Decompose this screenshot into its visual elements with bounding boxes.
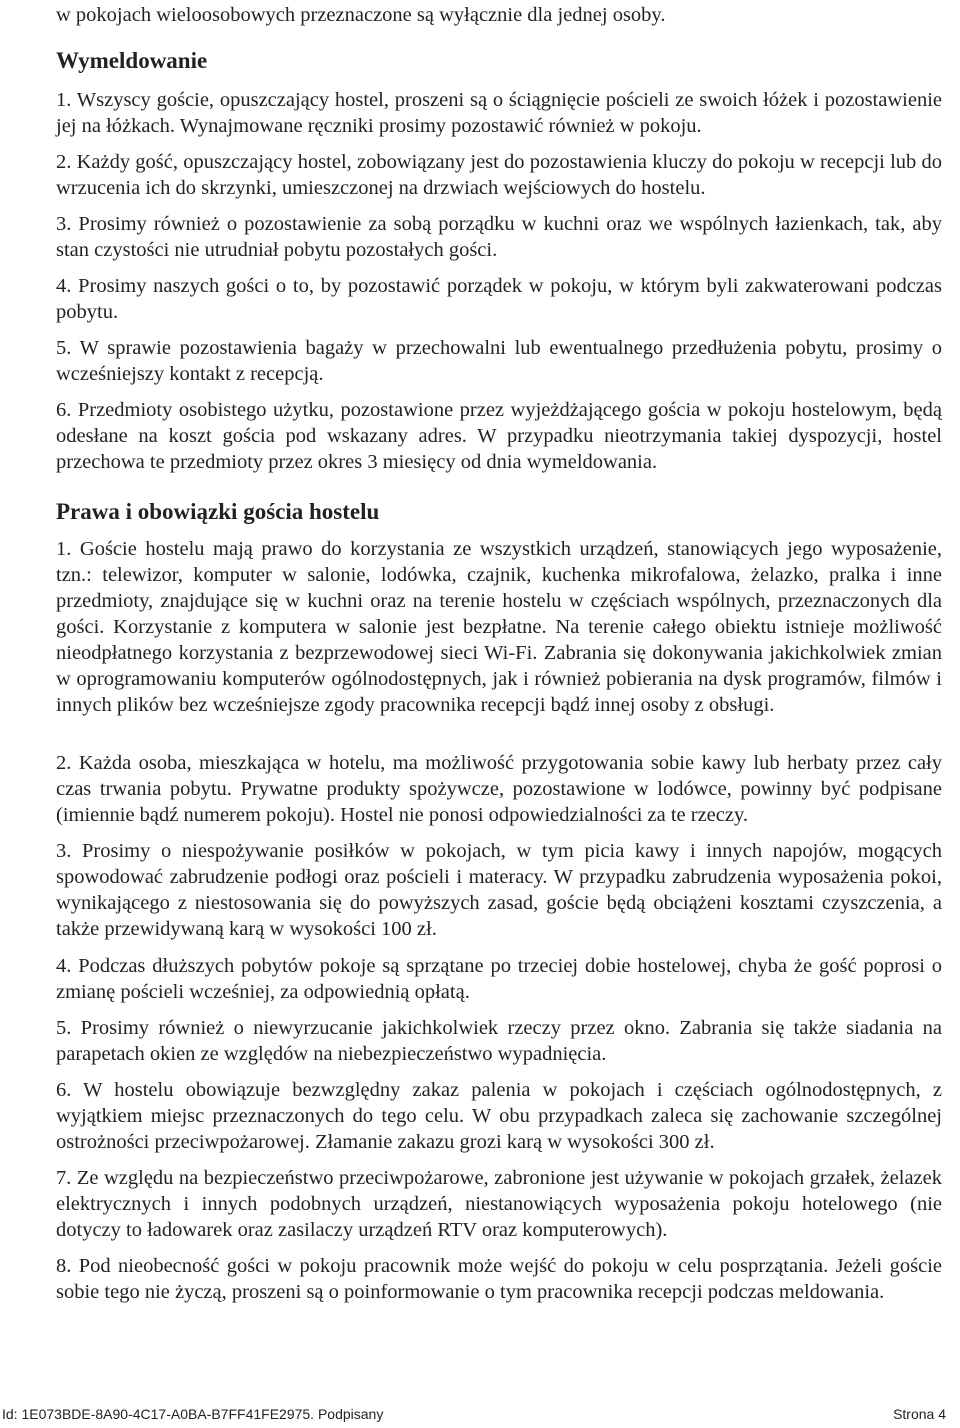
- checkout-item-3: 3. Prosimy również o pozostawienie za sobą porządku w kuchni oraz we wspólnych łazienkach, tak, aby stan czystości nie utrudniał pobytu pozostałych gości.: [56, 213, 942, 261]
- checkout-item-5: 5. W sprawie pozostawienia bagaży w przechowalni lub ewentualnego przedłużenia pobytu, prosimy o wcześniejszy kontakt z recepcją.: [56, 337, 942, 385]
- rights-item-7: 7. Ze względu na bezpieczeństwo przeciwpożarowe, zabronione jest używanie w pokojach grzałek, żelazek elektrycznych i innych podobnych urządzeń, niestanowiących wyposażenia pokoju hotelowego (nie dotyczy to ładowarek oraz zasilaczy urządzeń RTV oraz komputerowych).: [56, 1167, 942, 1241]
- rights-item-4: 4. Podczas dłuższych pobytów pokoje są sprzątane po trzeciej dobie hostelowej, chyba że gość poprosi o zmianę pościeli wcześniej, za odpowiednią opłatą.: [56, 955, 942, 1003]
- section-heading-checkout: Wymeldowanie: [56, 48, 208, 73]
- rights-item-1: 1. Goście hostelu mają prawo do korzystania ze wszystkich urządzeń, stanowiących jego wyposażenie, tzn.: telewizor, komputer w salonie, lodówka, czajnik, kuchenka mikrofalowa, żelazko, pralka i inne przedmioty, znajdujące się w kuchni oraz na terenie hostelu w częściach wspólnych, przeznaczonych dla gości. Korzystanie z komputera w salonie jest bezpłatne. Na terenie całego obiektu istnieje możliwość nieodpłatnego korzystania z bezprzewodowej sieci Wi-Fi. Zabrania się dokonywania jakichkolwiek zmian w oprogramowaniu komputerów ogólnodostępnych, jak i również pobierania na dysk programów, filmów i innych plików bez wcześniejsze zgody pracownika recepcji bądź innej osoby z obsługi.: [56, 538, 942, 716]
- rights-item-8: 8. Pod nieobecność gości w pokoju pracownik może wejść do pokoju w celu posprzątania. Jeżeli goście sobie tego nie życzą, proszeni są o poinformowanie o tym pracownika recepcji podczas meldowania.: [56, 1255, 942, 1303]
- page-number: Strona 4: [893, 1406, 946, 1422]
- checkout-item-4: 4. Prosimy naszych gości o to, by pozostawić porządek w pokoju, w którym byli zakwaterowani podczas pobytu.: [56, 275, 942, 323]
- continued-text: w pokojach wieloosobowych przeznaczone są wyłącznie dla jednej osoby.: [56, 4, 666, 26]
- rights-item-6: 6. W hostelu obowiązuje bezwzględny zakaz palenia w pokojach i częściach ogólnodostępnych, z wyjątkiem miejsc przeznaczonych do tego celu. W obu przypadkach zaleca się zachowanie szczególnej ostrożności przeciwpożarowej. Złamanie zakazu grozi karą w wysokości 300 zł.: [56, 1079, 942, 1153]
- rights-item-2: 2. Każda osoba, mieszkająca w hotelu, ma możliwość przygotowania sobie kawy lub herbaty przez cały czas trwania pobytu. Prywatne produkty spożywcze, pozostawione w lodówce, powinny być podpisane (imiennie bądź numerem pokoju). Hostel nie ponosi odpowiedzialności za te rzeczy.: [56, 752, 942, 826]
- section-heading-rights: Prawa i obowiązki gościa hostelu: [56, 499, 380, 524]
- rights-item-3: 3. Prosimy o niespożywanie posiłków w pokojach, w tym picia kawy i innych napojów, mogących spowodować zabrudzenie podłogi oraz pościeli i materacy. W przypadku zabrudzenia wyposażenia pokoi, wynikającego z niestosowania się do powyższych zasad, goście będą obciążeni kosztami czyszczenia, a także przewidywaną karą w wysokości 100 zł.: [56, 840, 942, 940]
- rights-item-5: 5. Prosimy również o niewyrzucanie jakichkolwiek rzeczy przez okno. Zabrania się także siadania na parapetach okien ze względów na niebezpieczeństwo wypadnięcia.: [56, 1017, 942, 1065]
- checkout-item-1: 1. Wszyscy goście, opuszczający hostel, proszeni są o ściągnięcie pościeli ze swoich łóżek i pozostawienie jej na łóżkach. Wynajmowane ręczniki prosimy pozostawić również w pokoju.: [56, 89, 942, 137]
- checkout-item-6: 6. Przedmioty osobistego użytku, pozostawione przez wyjeżdżającego gościa w pokoju hostelowym, będą odesłane na koszt gościa pod wskazany adres. W przypadku nieotrzymania takiej dyspozycji, hostel przechowa te przedmioty przez okres 3 miesięcy od dnia wymeldowania.: [56, 399, 942, 473]
- document-id-footer: Id: 1E073BDE-8A90-4C17-A0BA-B7FF41FE2975. Podpisany: [2, 1406, 384, 1422]
- checkout-item-2: 2. Każdy gość, opuszczający hostel, zobowiązany jest do pozostawienia kluczy do pokoju w recepcji lub do wrzucenia ich do skrzynki, umieszczonej na drzwiach wejściowych do hostelu.: [56, 151, 942, 199]
